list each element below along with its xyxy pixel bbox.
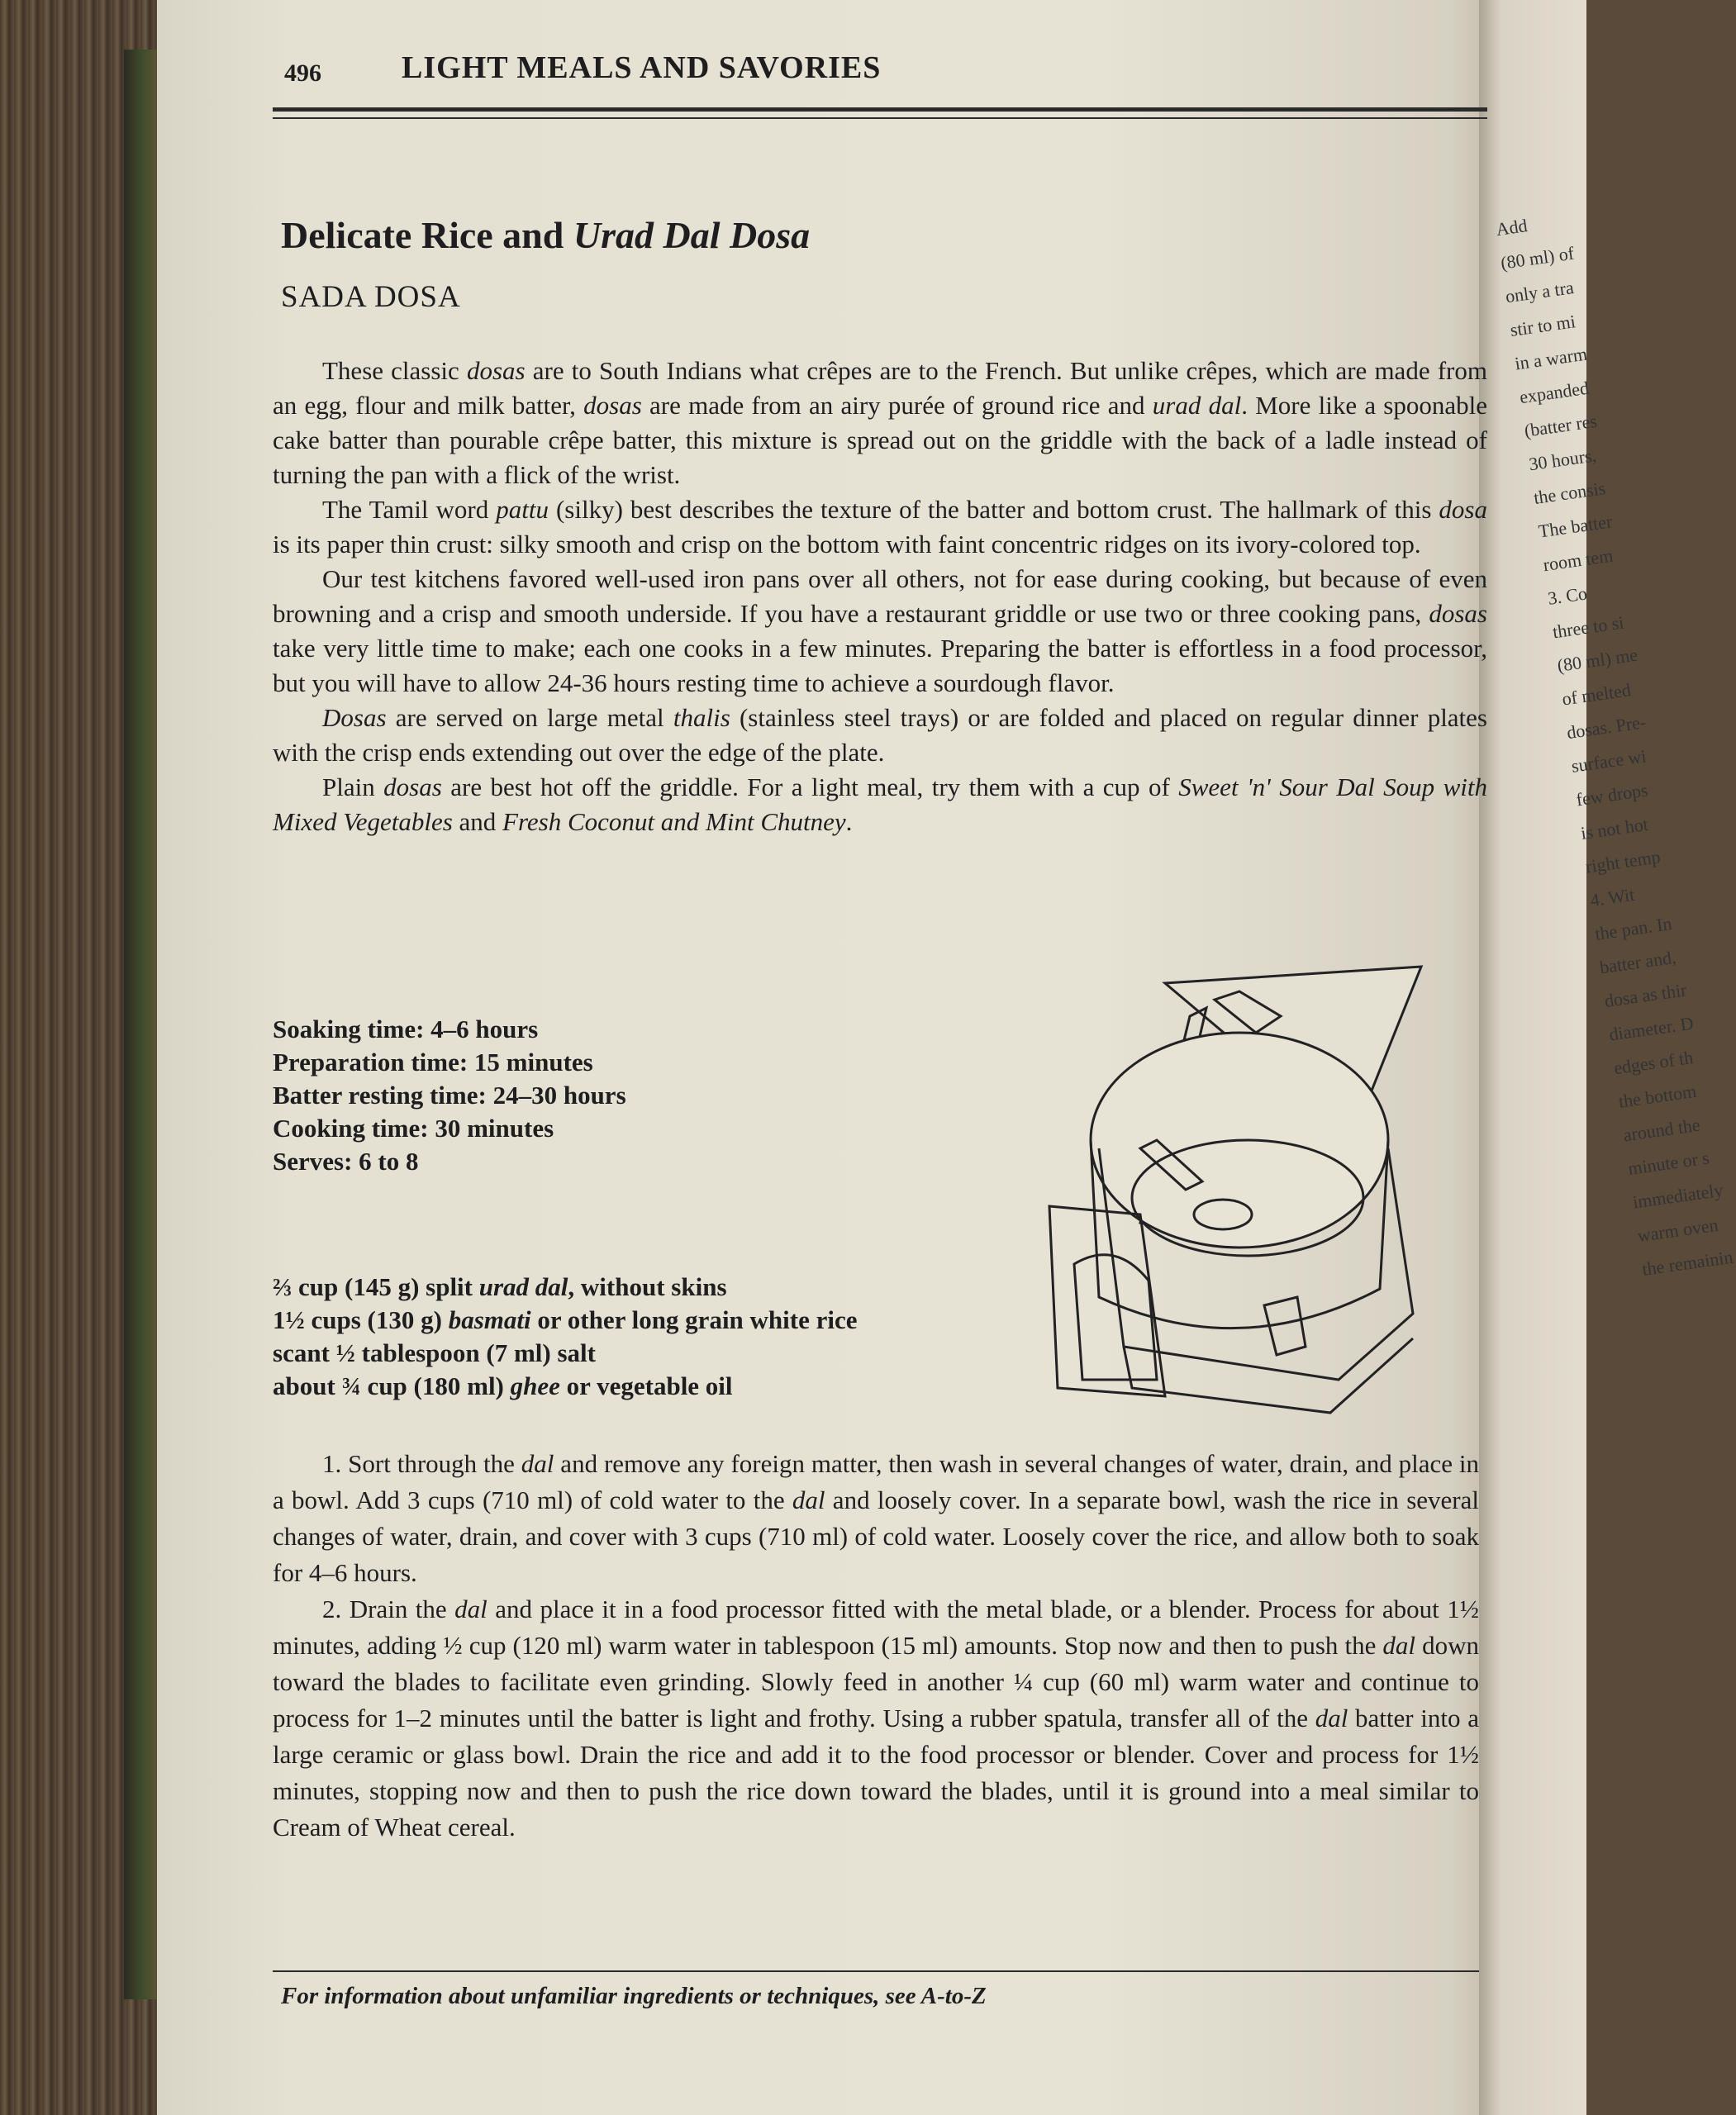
adjacent-page-line: edges of th (1612, 1047, 1695, 1079)
adjacent-page-line: Add (1494, 215, 1529, 240)
footer-rule (273, 1970, 1479, 1972)
adjacent-page-line: around the (1622, 1114, 1702, 1146)
intro-paragraph: The Tamil word pattu (silky) best describes the texture of the batter and bottom crust. The hallmark of this dosa is its paper thin crust: silky smooth and crisp on the bottom with faint concentric ridges on its ivory-colored top. (273, 495, 1487, 558)
recipe-introduction (273, 354, 1487, 839)
adjacent-page-line: The batter (1537, 511, 1614, 542)
header-rule-thin (273, 117, 1487, 119)
adjacent-page-line: expanded (1518, 377, 1591, 408)
adjacent-page-line: in a warm (1513, 343, 1589, 374)
adjacent-page-line: (80 ml) me (1556, 644, 1639, 676)
ingredient-list (273, 1271, 858, 1403)
soaking-time: Soaking time: 4–6 hours (273, 1015, 539, 1043)
adjacent-page-line: minute or s (1626, 1147, 1711, 1180)
adjacent-page-line: (batter res (1523, 410, 1599, 441)
section-title: LIGHT MEALS AND SAVORIES (402, 50, 882, 85)
adjacent-page-line: the pan. In (1593, 913, 1673, 944)
adjacent-page-line: the bottom (1617, 1080, 1698, 1112)
intro-paragraph: Dosas are served on large metal thalis (stainless steel trays) or are folded and placed on regular dinner plates with the crisp ends extending out over the edge of the plate. (273, 703, 1487, 767)
adjacent-page-line: dosa as thir (1603, 979, 1688, 1011)
cooking-time: Cooking time: 30 minutes (273, 1114, 554, 1143)
preparation-time: Preparation time: 15 minutes (273, 1048, 593, 1077)
ingredient-item: 1½ cups (130 g) basmati or other long grain white rice (273, 1305, 858, 1334)
page-number: 496 (284, 59, 321, 87)
ingredient-item: about ¾ cup (180 ml) ghee or vegetable oil (273, 1371, 733, 1400)
adjacent-page-line: stir to mi (1509, 311, 1577, 340)
serves: Serves: 6 to 8 (273, 1147, 419, 1176)
adjacent-page-line: the consis (1532, 478, 1607, 508)
adjacent-page-line: batter and, (1598, 946, 1677, 978)
adjacent-page-line: 30 hours, (1527, 444, 1598, 475)
adjacent-page-line: is not hot (1579, 813, 1650, 844)
ingredient-item: scant ½ tablespoon (7 ml) salt (273, 1338, 596, 1367)
adjacent-page-line: only a tra (1504, 277, 1576, 307)
recipe-title: Delicate Rice and Urad Dal Dosa (281, 214, 811, 256)
adjacent-page-line: (80 ml) of (1499, 242, 1576, 273)
adjacent-page-line: warm oven (1636, 1214, 1720, 1247)
adjacent-page-line: 4. Wit (1589, 883, 1636, 911)
adjacent-page-line: 3. Co (1546, 582, 1589, 609)
adjacent-page-line: diameter. D (1607, 1012, 1696, 1045)
adjacent-page-line: dosas. Pre- (1565, 711, 1648, 744)
intro-paragraph: These classic dosas are to South Indians what crêpes are to the French. But unlike crêpes, which are made from an egg, flour and milk batter, dosas are made from an airy purée of ground rice and urad dal. More like a spoonable cake batter than pourable crêpe batter, this mixture is spread out on the griddle with the back of a ladle instead of turning the pan with a flick of the wrist. (273, 356, 1488, 489)
adjacent-page-line: surface wi (1570, 745, 1648, 777)
method-step: 1. Sort through the dal and remove any foreign matter, then wash in several changes of water, drain, and place in a bowl. Add 3 cups (710 ml) of cold water to the dal and loosely cover. In a separate bowl, wash the rice in several changes of water, drain, and cover with 3 cups (710 ml) of cold water. Loosely cover the rice, and allow both to soak for 4–6 hours. (273, 1449, 1479, 1587)
adjacent-page-line: of melted (1560, 679, 1633, 710)
adjacent-page-text (1479, 200, 1736, 1288)
batter-resting-time: Batter resting time: 24–30 hours (273, 1081, 626, 1110)
footer-note: For information about unfamiliar ingredients or techniques, see A-to-Z (281, 1983, 987, 2009)
method-step: 2. Drain the dal and place it in a food processor fitted with the metal blade, or a blender. Process for about 1½ minutes, adding ½ cup (120 ml) warm water in tablespoon (15 ml) amounts. Stop now and then to push the dal down toward the blades to facilitate even grinding. Slowly feed in another ¼ cup (60 ml) warm water and continue to process for 1–2 minutes until the batter is light and frothy. Using a rubber spatula, transfer all of the dal batter into a large ceramic or glass bowl. Drain the rice and add it to the food processor or blender. Cover and process for 1½ minutes, stopping now and then to push the rice down toward the blades, until it is ground into a meal similar to Cream of Wheat cereal. (273, 1595, 1479, 1842)
adjacent-page-line: few drops (1574, 779, 1649, 810)
adjacent-page-line: room tem (1541, 544, 1615, 576)
adjacent-page-line: three to si (1551, 611, 1625, 643)
adjacent-page-line: the remainin (1640, 1246, 1734, 1280)
food-processor-illustration (1041, 950, 1479, 1421)
header-rule (273, 107, 1487, 112)
adjacent-page-fragment (1479, 0, 1734, 2115)
ingredient-item: ⅔ cup (145 g) split urad dal, without skins (273, 1272, 727, 1301)
adjacent-page-line: immediately (1631, 1179, 1724, 1213)
recipe-timing (273, 1013, 626, 1178)
method-steps (273, 1446, 1479, 1846)
adjacent-page-line: right temp (1584, 846, 1662, 877)
intro-paragraph: Our test kitchens favored well-used iron pans over all others, not for ease during cooking, but because of even browning and a crisp and smooth underside. If you have a restaurant griddle or use two or three cooking pans, dosas take very little time to make; each one cooks in a few minutes. Preparing the batter is effortless in a food processor, but you will have to allow 24-36 hours resting time to achieve a sourdough flavor. (273, 564, 1487, 697)
recipe-subtitle: SADA DOSA (281, 280, 461, 314)
intro-paragraph: Plain dosas are best hot off the griddle. For a light meal, try them with a cup of Sweet 'n' Sour Dal Soup with Mixed Vegetables and Fresh Coconut and Mint Chutney. (273, 772, 1487, 836)
